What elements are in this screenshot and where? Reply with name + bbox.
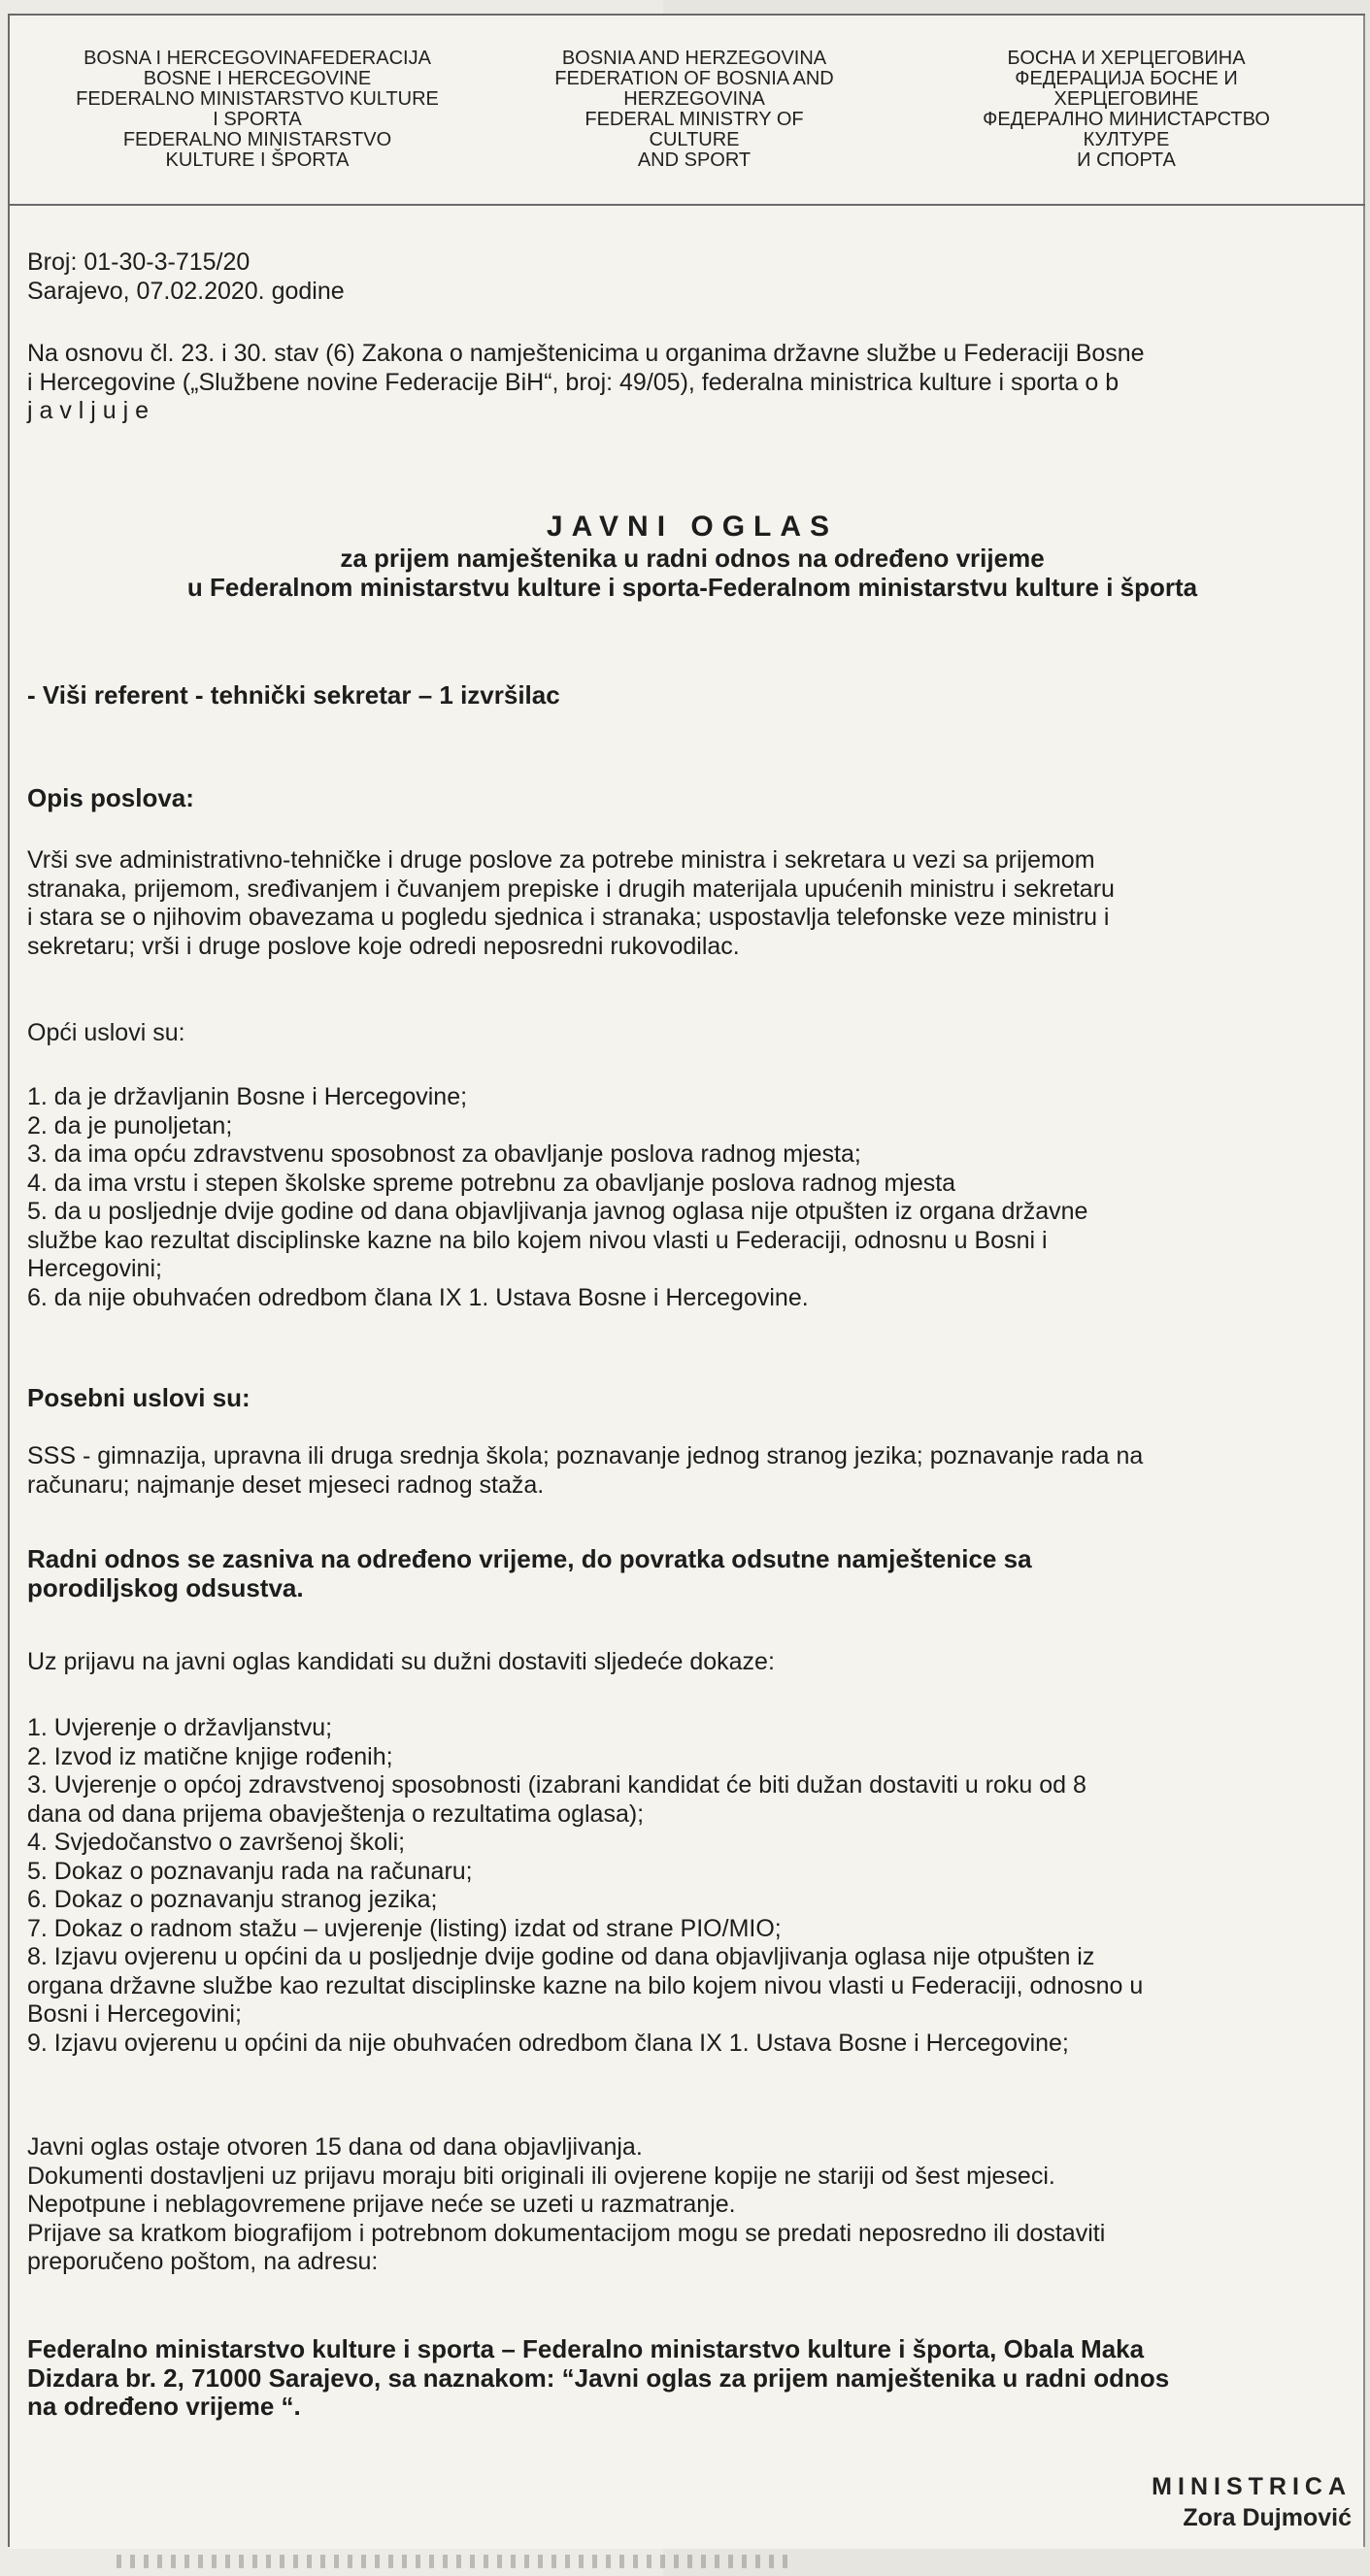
title-main: JAVNI OGLAS xyxy=(546,511,839,543)
closing-line: Nepotpune i neblagovremene prijave neće se uzeti u razmatranje. xyxy=(27,2191,736,2218)
title-sub-1: za prijem namještenika u radni odnos na određeno vrijeme xyxy=(340,544,1045,573)
special-line: računaru; najmanje deset mjeseci radnog staža. xyxy=(27,1470,545,1499)
document-item: 7. Dokaz o radnom stažu – uvjerenje (listing) izdat od strane PIO/MIO; xyxy=(27,1914,782,1942)
document-item: 2. Izvod iz matične knjige rođenih; xyxy=(27,1742,393,1770)
note-line: Radni odnos se zasniva na određeno vrijeme, do povratka odsutne namještenice sa xyxy=(27,1544,1032,1573)
letterhead-line: HERZEGOVINA xyxy=(623,88,765,110)
duties-line: Vrši sve administrativno-tehničke i druge poslove za potrebe ministra i sekretara u vezi sa prijemom xyxy=(27,846,1095,874)
closing-line: Dokumenti dostavljeni uz prijavu moraju biti originali ili ovjerene kopije ne stariji od šest mjeseci. xyxy=(27,2162,1055,2190)
general-item: 4. da ima vrstu i stepen školske spreme potrebnu za obavljanje poslova radnog mjesta xyxy=(27,1169,956,1197)
letterhead-line: BOSNIA AND HERZEGOVINA xyxy=(561,48,827,69)
document-item: 4. Svjedočanstvo o završenoj školi; xyxy=(27,1829,406,1856)
note-line: porodiljskog odsustva. xyxy=(27,1572,304,1602)
position-line xyxy=(27,681,1357,710)
letterhead-line: ФЕДЕРАЦИЈА БОСНЕ И xyxy=(1015,68,1238,89)
documents-heading: Uz prijavu na javni oglas kandidati su dužni dostaviti sljedeće dokaze: xyxy=(27,1648,775,1675)
letterhead-line: AND SPORT xyxy=(637,149,752,171)
address-line: na određeno vrijeme “. xyxy=(27,2392,301,2421)
letterhead-line: FEDERALNO MINISTARSTVO xyxy=(122,129,392,150)
duties-heading: Opis poslova: xyxy=(27,783,194,812)
closing-line: Javni oglas ostaje otvoren 15 dana od dana objavljivanja. xyxy=(27,2133,643,2161)
general-item: Hercegovini; xyxy=(27,1255,162,1282)
letterhead-line: KULTURE I ŠPORTA xyxy=(165,149,350,171)
document-item: dana od dana prijema obavještenja o rezultatima oglasa); xyxy=(27,1800,645,1828)
title-sub-2: u Federalnom ministarstvu kulture i sporta-Federalnom ministarstvu kulture i športa xyxy=(186,573,1198,602)
letterhead-cyrillic xyxy=(913,49,1340,171)
document-item: 5. Dokaz o poznavanju rada na računaru; xyxy=(27,1857,473,1885)
document-item: Bosni i Hercegovini; xyxy=(27,2000,242,2028)
letterhead-line: CULTURE xyxy=(649,129,740,150)
reference-number: Broj: 01-30-3-715/20 xyxy=(27,248,251,276)
address-block xyxy=(27,2335,1357,2422)
letterhead-line: I SPORTA xyxy=(213,109,302,130)
documents-list xyxy=(27,1714,1357,2058)
duties-line: stranaka, prijemom, sređivanjem i čuvanjem prepiske i drugih materijala upućenih ministru i sekretaru xyxy=(27,875,1115,903)
document-item: 1. Uvjerenje o državljanstvu; xyxy=(27,1714,333,1741)
closing-line: preporučeno poštom, na adresu: xyxy=(27,2248,379,2275)
documents-heading-block xyxy=(27,1648,1357,1677)
general-item: 3. da ima opću zdravstvenu sposobnost za obavljanje poslova radnog mjesta; xyxy=(27,1140,861,1168)
intro-line: Na osnovu čl. 23. i 30. stav (6) Zakona o namještenicima u organima državne službe u Federaciji Bosne xyxy=(27,340,1145,367)
general-item: službe kao rezultat disciplinske kazne na bilo kojem nivou vlasti u Federaciji, odnosnu u Bosni i xyxy=(27,1226,1048,1254)
special-heading-block xyxy=(27,1384,1357,1413)
address-line: Federalno ministarstvo kulture i sporta – Federalno ministarstvo kulture i športa, Obala Maka xyxy=(27,2334,1145,2363)
general-heading: Opći uslovi su: xyxy=(27,1019,185,1046)
document-item: organa državne službe kao rezultat disciplinske kazne na bilo kojem nivou vlasti u Federaciji, odnosno u xyxy=(27,1971,1144,1999)
letterhead-bosnian xyxy=(29,49,485,171)
closing-paragraph xyxy=(27,2133,1357,2277)
letterhead-line: КУЛТУРЕ xyxy=(1083,129,1170,150)
closing-line: Prijave sa kratkom biografijom i potrebnom dokumentacijom mogu se predati neposredno ili dostaviti xyxy=(27,2219,1106,2247)
letterhead-line: BOSNA I HERCEGOVINAFEDERACIJA xyxy=(84,48,431,69)
signature-title: MINISTRICA xyxy=(1152,2473,1352,2500)
reference-block xyxy=(27,248,1357,306)
notice-title xyxy=(27,511,1357,602)
duties-section xyxy=(27,784,1357,813)
notice-content xyxy=(10,16,1363,2549)
position-title: - Viši referent - tehnički sekretar – 1 izvršilac xyxy=(27,680,560,710)
letterhead-line: БОСНА И ХЕРЦЕГОВИНА xyxy=(1007,48,1246,69)
general-conditions xyxy=(27,1083,1357,1312)
duties-body xyxy=(27,846,1357,961)
general-item: 5. da u posljednje dvije godine od dana objavljivanja javnog oglasa nije otpušten iz organa državne xyxy=(27,1198,1088,1225)
employment-note xyxy=(27,1545,1357,1602)
letterhead-line: ХЕРЦЕГОВИНЕ xyxy=(1053,88,1199,110)
document-item: 9. Izjavu ovjerenu u općini da nije obuhvaćen odredbom člana IX 1. Ustava Bosne i Hercegovine; xyxy=(27,2029,1069,2057)
intro-line: i Hercegovine („Službene novine Federacije BiH“, broj: 49/05), federalna ministrica kulture i sporta o b xyxy=(27,368,1119,396)
document-item: 8. Izjavu ovjerenu u općini da u posljednje dvije godine od dana objavljivanja oglasa nije otpušten iz xyxy=(27,1943,1095,1970)
document-item: 6. Dokaz o poznavanju stranog jezika; xyxy=(27,1886,438,1913)
letterhead-line: ФЕДЕРАЛНО МИНИСТАРСТВО xyxy=(983,109,1270,130)
general-item: 2. da je punoljetan; xyxy=(27,1111,233,1139)
letterhead-divider xyxy=(8,204,1365,206)
duties-line: sekretaru; vrši i druge poslove koje odredi neposredni rukovodilac. xyxy=(27,932,740,960)
letterhead-line: И СПОРТА xyxy=(1077,149,1176,171)
frame-border-top xyxy=(8,14,1365,16)
general-heading-block xyxy=(27,1019,1357,1048)
letterhead-english xyxy=(500,49,888,171)
frame-border-left xyxy=(8,14,10,2547)
letterhead-line: BOSNE I HERCEGOVINE xyxy=(143,68,372,89)
letterhead-line: FEDERALNO MINISTARSTVO KULTURE xyxy=(76,88,439,110)
address-line: Dizdara br. 2, 71000 Sarajevo, sa naznakom: “Javni oglas za prijem namještenika u radni odnos xyxy=(27,2362,1170,2393)
duties-line: i stara se o njihovim obavezama u pogledu sjednica i stranaka; uspostavlja telefonske veze ministru i xyxy=(27,904,1110,931)
special-conditions xyxy=(27,1442,1357,1500)
frame-border-right xyxy=(1363,14,1365,2547)
letterhead xyxy=(10,16,1363,204)
special-heading: Posebni uslovi su: xyxy=(27,1383,251,1412)
intro-paragraph xyxy=(27,340,1357,426)
general-item: 1. da je državljanin Bosne i Hercegovine; xyxy=(27,1083,468,1110)
intro-line: j a v l j u j e xyxy=(27,397,150,424)
reference-place-date: Sarajevo, 07.02.2020. godine xyxy=(27,277,345,305)
special-line: SSS - gimnazija, upravna ili druga srednja škola; poznavanje jednog stranog jezika; poznavanje rada na xyxy=(27,1442,1144,1470)
letterhead-line: FEDERAL MINISTRY OF xyxy=(585,109,804,130)
letterhead-line: FEDERATION OF BOSNIA AND xyxy=(554,68,834,89)
general-item: 6. da nije obuhvaćen odredbom člana IX 1. Ustava Bosne i Hercegovine. xyxy=(27,1283,809,1311)
bottom-texture xyxy=(117,2555,796,2568)
document-item: 3. Uvjerenje o općoj zdravstvenoj sposobnosti (izabrani kandidat će biti dužan dostaviti u roku od 8 xyxy=(27,1771,1086,1799)
signature-name: Zora Dujmović xyxy=(1183,2504,1352,2531)
